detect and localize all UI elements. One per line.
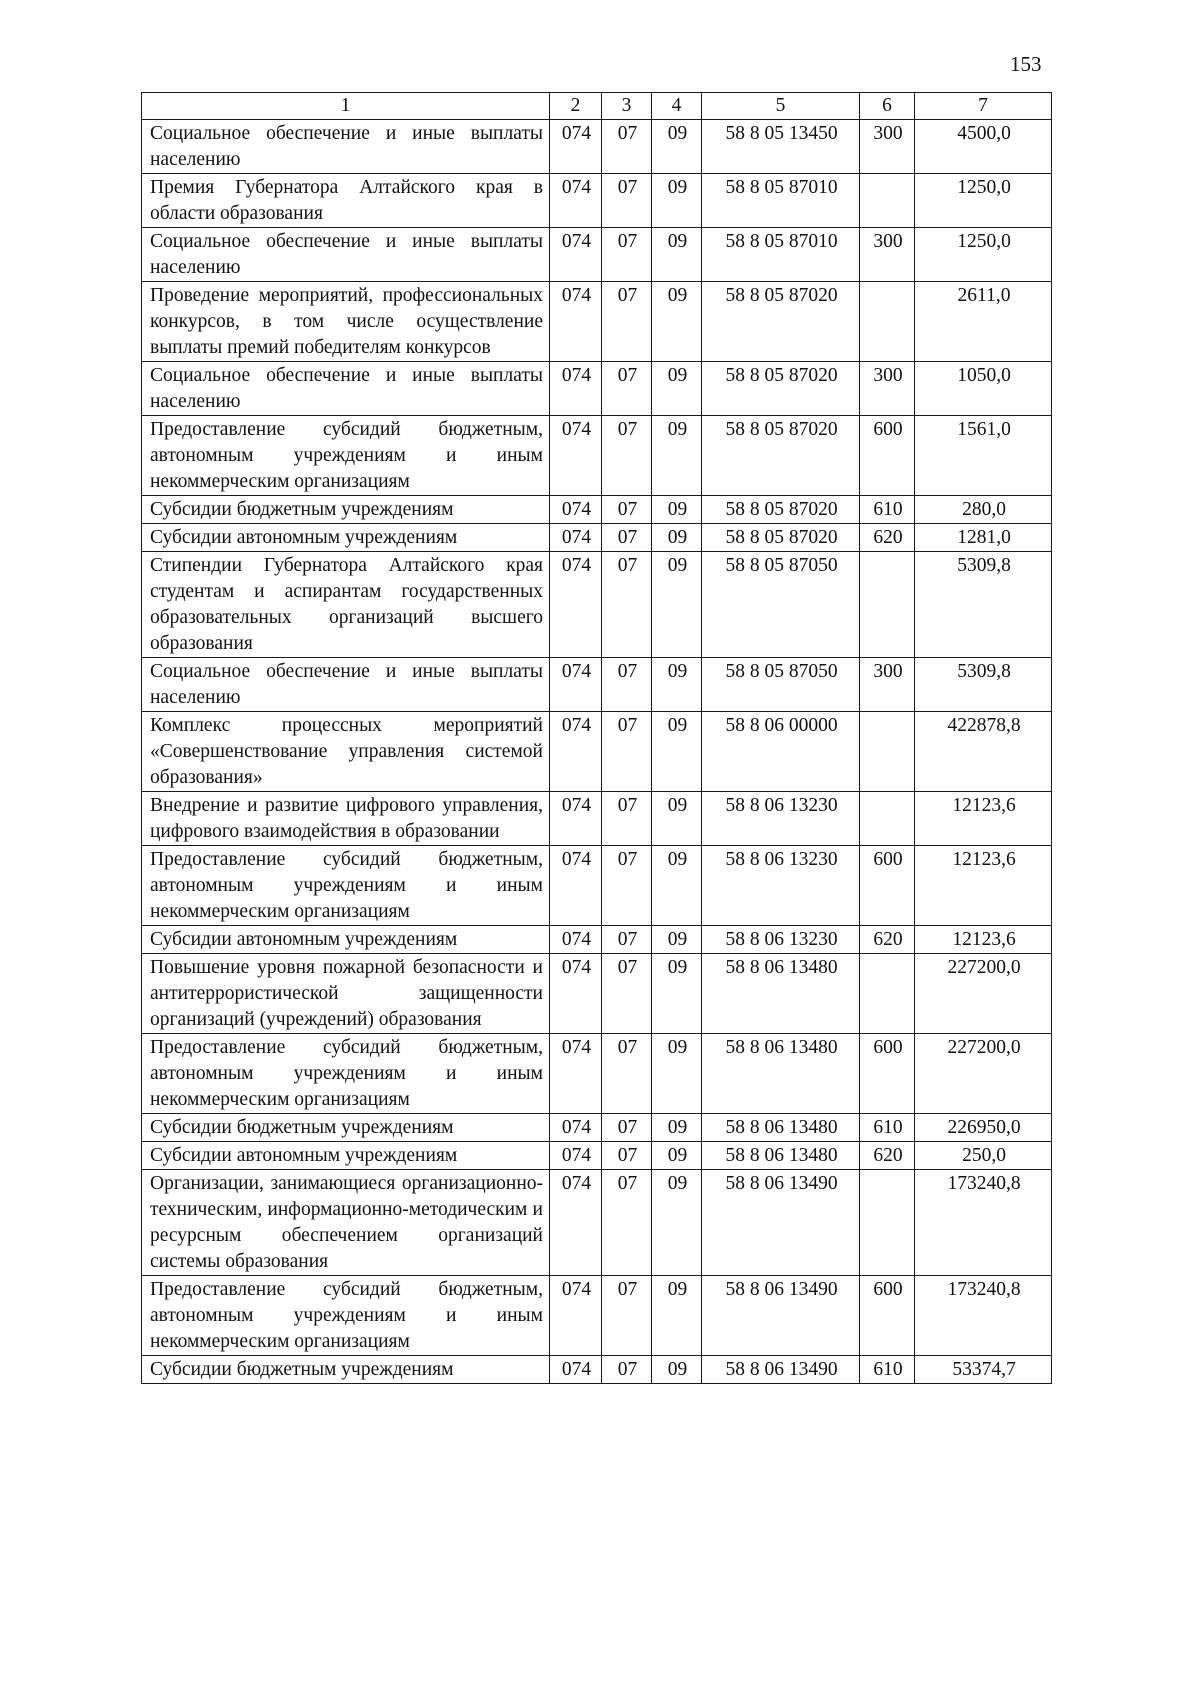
table-row [142,658,1052,712]
amount-cell: 1250,0 [915,174,1052,228]
header-row [142,93,1052,120]
expense-type-cell: 620 [860,524,915,552]
ministry-code-cell: 074 [550,846,602,926]
subsection-code-cell: 09 [652,1142,702,1170]
header-cell-4: 4 [652,93,702,120]
section-code-cell: 07 [602,362,652,416]
target-article-cell: 58 8 05 87010 [702,174,860,228]
table-row [142,362,1052,416]
target-article-cell: 58 8 06 13230 [702,846,860,926]
expense-type-cell: 610 [860,496,915,524]
ministry-code-cell: 074 [550,524,602,552]
page-number: 153 [1010,52,1042,76]
row-name-cell: Внедрение и развитие цифрового управления, цифрового взаимодействия в образовании [142,792,550,846]
expense-type-cell [860,552,915,658]
amount-cell: 1250,0 [915,228,1052,282]
ministry-code-cell: 074 [550,954,602,1034]
expense-type-cell: 600 [860,1276,915,1356]
row-name-cell: Социальное обеспечение и иные выплаты населению [142,658,550,712]
row-name-cell: Проведение мероприятий, профессиональных конкурсов, в том числе осуществление выплаты премий победителям конкурсов [142,282,550,362]
ministry-code-cell: 074 [550,362,602,416]
row-name-cell: Субсидии автономным учреждениям [142,1142,550,1170]
section-code-cell: 07 [602,1276,652,1356]
target-article-cell: 58 8 05 87020 [702,524,860,552]
section-code-cell: 07 [602,658,652,712]
ministry-code-cell: 074 [550,120,602,174]
subsection-code-cell: 09 [652,120,702,174]
header-cell-3: 3 [602,93,652,120]
header-cell-5: 5 [702,93,860,120]
amount-cell: 5309,8 [915,658,1052,712]
expense-type-cell: 620 [860,1142,915,1170]
ministry-code-cell: 074 [550,174,602,228]
amount-cell: 250,0 [915,1142,1052,1170]
ministry-code-cell: 074 [550,1034,602,1114]
subsection-code-cell: 09 [652,1034,702,1114]
target-article-cell: 58 8 06 13490 [702,1356,860,1384]
expense-type-cell: 600 [860,416,915,496]
section-code-cell: 07 [602,496,652,524]
expense-type-cell [860,174,915,228]
target-article-cell: 58 8 05 87050 [702,658,860,712]
row-name-cell: Социальное обеспечение и иные выплаты населению [142,228,550,282]
table-row [142,712,1052,792]
target-article-cell: 58 8 06 13490 [702,1276,860,1356]
ministry-code-cell: 074 [550,792,602,846]
table-row [142,228,1052,282]
row-name-cell: Предоставление субсидий бюджетным, автономным учреждениям и иным некоммерческим организациям [142,846,550,926]
expense-type-cell: 610 [860,1356,915,1384]
table-row [142,174,1052,228]
amount-cell: 227200,0 [915,1034,1052,1114]
subsection-code-cell: 09 [652,1356,702,1384]
table-row [142,1276,1052,1356]
target-article-cell: 58 8 06 13480 [702,1034,860,1114]
ministry-code-cell: 074 [550,552,602,658]
expense-type-cell [860,712,915,792]
table-row [142,524,1052,552]
ministry-code-cell: 074 [550,1114,602,1142]
subsection-code-cell: 09 [652,174,702,228]
ministry-code-cell: 074 [550,1142,602,1170]
ministry-code-cell: 074 [550,496,602,524]
subsection-code-cell: 09 [652,712,702,792]
table-row [142,282,1052,362]
section-code-cell: 07 [602,524,652,552]
subsection-code-cell: 09 [652,228,702,282]
expense-type-cell: 600 [860,1034,915,1114]
table-row [142,1114,1052,1142]
ministry-code-cell: 074 [550,926,602,954]
amount-cell: 4500,0 [915,120,1052,174]
expense-type-cell [860,954,915,1034]
ministry-code-cell: 074 [550,1356,602,1384]
amount-cell: 173240,8 [915,1276,1052,1356]
table-row [142,1142,1052,1170]
row-name-cell: Субсидии бюджетным учреждениям [142,496,550,524]
ministry-code-cell: 074 [550,282,602,362]
section-code-cell: 07 [602,792,652,846]
expense-type-cell: 600 [860,846,915,926]
amount-cell: 1561,0 [915,416,1052,496]
header-cell-7: 7 [915,93,1052,120]
amount-cell: 12123,6 [915,926,1052,954]
target-article-cell: 58 8 05 87020 [702,496,860,524]
expense-type-cell: 620 [860,926,915,954]
amount-cell: 12123,6 [915,846,1052,926]
ministry-code-cell: 074 [550,416,602,496]
amount-cell: 1281,0 [915,524,1052,552]
ministry-code-cell: 074 [550,712,602,792]
table-row [142,1034,1052,1114]
row-name-cell: Премия Губернатора Алтайского края в области образования [142,174,550,228]
ministry-code-cell: 074 [550,228,602,282]
amount-cell: 173240,8 [915,1170,1052,1276]
row-name-cell: Стипендии Губернатора Алтайского края студентам и аспирантам государственных образовательных организаций высшего образования [142,552,550,658]
section-code-cell: 07 [602,282,652,362]
target-article-cell: 58 8 06 00000 [702,712,860,792]
row-name-cell: Предоставление субсидий бюджетным, автономным учреждениям и иным некоммерческим организациям [142,416,550,496]
amount-cell: 1050,0 [915,362,1052,416]
budget-table [141,92,1052,1384]
section-code-cell: 07 [602,552,652,658]
subsection-code-cell: 09 [652,846,702,926]
row-name-cell: Предоставление субсидий бюджетным, автономным учреждениям и иным некоммерческим организациям [142,1276,550,1356]
subsection-code-cell: 09 [652,1170,702,1276]
target-article-cell: 58 8 06 13480 [702,1114,860,1142]
table-header [142,93,1052,120]
ministry-code-cell: 074 [550,1276,602,1356]
section-code-cell: 07 [602,1142,652,1170]
row-name-cell: Субсидии бюджетным учреждениям [142,1356,550,1384]
target-article-cell: 58 8 05 87050 [702,552,860,658]
expense-type-cell: 300 [860,362,915,416]
row-name-cell: Организации, занимающиеся организационно-техническим, информационно-методическим и ресурсным обеспечением организаций системы образования [142,1170,550,1276]
target-article-cell: 58 8 05 87020 [702,362,860,416]
target-article-cell: 58 8 05 87010 [702,228,860,282]
amount-cell: 2611,0 [915,282,1052,362]
table-row [142,496,1052,524]
expense-type-cell: 610 [860,1114,915,1142]
row-name-cell: Предоставление субсидий бюджетным, автономным учреждениям и иным некоммерческим организациям [142,1034,550,1114]
table-row [142,792,1052,846]
amount-cell: 280,0 [915,496,1052,524]
row-name-cell: Субсидии автономным учреждениям [142,524,550,552]
amount-cell: 422878,8 [915,712,1052,792]
row-name-cell: Комплекс процессных мероприятий «Совершенствование управления системой образования» [142,712,550,792]
amount-cell: 12123,6 [915,792,1052,846]
table-row [142,120,1052,174]
subsection-code-cell: 09 [652,416,702,496]
section-code-cell: 07 [602,846,652,926]
subsection-code-cell: 09 [652,1114,702,1142]
target-article-cell: 58 8 06 13230 [702,792,860,846]
section-code-cell: 07 [602,120,652,174]
subsection-code-cell: 09 [652,524,702,552]
section-code-cell: 07 [602,416,652,496]
table-row [142,926,1052,954]
section-code-cell: 07 [602,174,652,228]
subsection-code-cell: 09 [652,658,702,712]
section-code-cell: 07 [602,712,652,792]
section-code-cell: 07 [602,954,652,1034]
ministry-code-cell: 074 [550,658,602,712]
amount-cell: 53374,7 [915,1356,1052,1384]
target-article-cell: 58 8 05 87020 [702,282,860,362]
table-row [142,954,1052,1034]
subsection-code-cell: 09 [652,496,702,524]
amount-cell: 5309,8 [915,552,1052,658]
row-name-cell: Субсидии автономным учреждениям [142,926,550,954]
target-article-cell: 58 8 05 13450 [702,120,860,174]
row-name-cell: Субсидии бюджетным учреждениям [142,1114,550,1142]
table-body [142,120,1052,1384]
subsection-code-cell: 09 [652,362,702,416]
section-code-cell: 07 [602,1114,652,1142]
expense-type-cell [860,1170,915,1276]
target-article-cell: 58 8 06 13230 [702,926,860,954]
target-article-cell: 58 8 06 13480 [702,954,860,1034]
row-name-cell: Повышение уровня пожарной безопасности и антитеррористической защищенности организаций (учреждений) образования [142,954,550,1034]
amount-cell: 226950,0 [915,1114,1052,1142]
subsection-code-cell: 09 [652,552,702,658]
target-article-cell: 58 8 06 13490 [702,1170,860,1276]
table-row [142,846,1052,926]
row-name-cell: Социальное обеспечение и иные выплаты населению [142,362,550,416]
section-code-cell: 07 [602,1170,652,1276]
expense-type-cell: 300 [860,228,915,282]
target-article-cell: 58 8 06 13480 [702,1142,860,1170]
amount-cell: 227200,0 [915,954,1052,1034]
section-code-cell: 07 [602,228,652,282]
table-row [142,552,1052,658]
header-cell-2: 2 [550,93,602,120]
header-cell-6: 6 [860,93,915,120]
section-code-cell: 07 [602,926,652,954]
row-name-cell: Социальное обеспечение и иные выплаты населению [142,120,550,174]
section-code-cell: 07 [602,1356,652,1384]
subsection-code-cell: 09 [652,792,702,846]
table-row [142,1170,1052,1276]
subsection-code-cell: 09 [652,282,702,362]
target-article-cell: 58 8 05 87020 [702,416,860,496]
header-cell-1: 1 [142,93,550,120]
ministry-code-cell: 074 [550,1170,602,1276]
expense-type-cell [860,792,915,846]
expense-type-cell [860,282,915,362]
expense-type-cell: 300 [860,658,915,712]
subsection-code-cell: 09 [652,954,702,1034]
subsection-code-cell: 09 [652,1276,702,1356]
subsection-code-cell: 09 [652,926,702,954]
table-row [142,416,1052,496]
expense-type-cell: 300 [860,120,915,174]
section-code-cell: 07 [602,1034,652,1114]
table-row [142,1356,1052,1384]
